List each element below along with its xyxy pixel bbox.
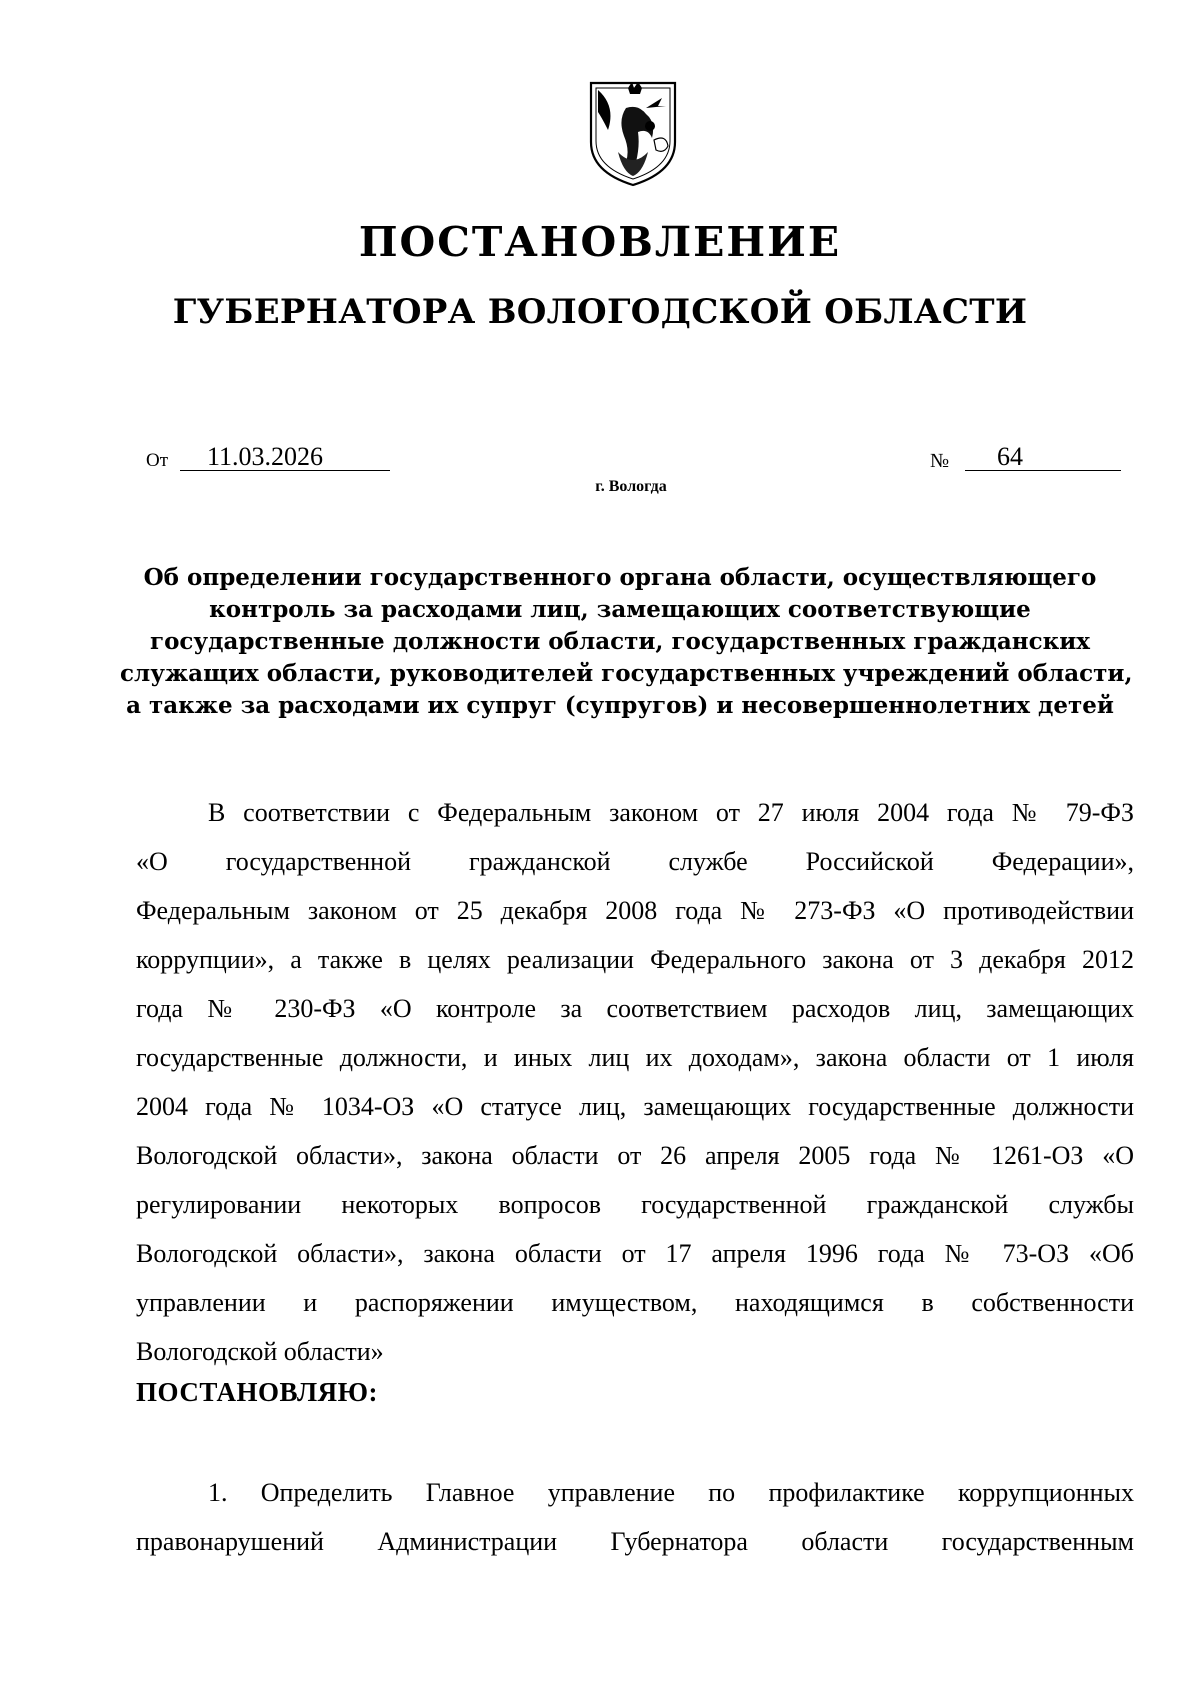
preamble-line: регулировании некоторых вопросов государственной гражданской службы (136, 1190, 1134, 1219)
preamble-line: В соответствии с Федеральным законом от 27 июля 2004 года № 79-ФЗ (208, 798, 1134, 827)
date-label: От (146, 450, 169, 471)
preamble-line: управлении и распоряжении имуществом, находящимся в собственности (136, 1288, 1134, 1317)
item-line: 1. Определить Главное управление по профилактике коррупционных (208, 1478, 1134, 1507)
preamble-line: «О государственной гражданской службе Российской Федерации», (136, 847, 1134, 876)
subject-line: служащих области, руководителей государственных учреждений области, (120, 660, 1133, 687)
city-label: г. Вологда (595, 478, 667, 495)
preamble-line: Федеральным законом от 25 декабря 2008 года № 273-ФЗ «О противодействии (136, 896, 1134, 925)
vologda-coat-of-arms-icon (588, 80, 678, 188)
item-1-paragraph (136, 1468, 1134, 1566)
subject-line: а также за расходами их супруг (супругов) и несовершеннолетних детей (126, 692, 1114, 719)
preamble-line: года № 230-ФЗ «О контроле за соответствием расходов лиц, замещающих (136, 994, 1134, 1023)
item-line: правонарушений Администрации Губернатора области государственным (136, 1527, 1134, 1556)
preamble-line: коррупции», а также в целях реализации Федерального закона от 3 декабря 2012 (136, 945, 1134, 974)
document-date: 11.03.2026 (206, 442, 324, 471)
preamble-line: 2004 года № 1034-ОЗ «О статусе лиц, замещающих государственные должности (136, 1092, 1134, 1121)
preamble-paragraph (136, 788, 1134, 1376)
preamble-line: Вологодской области» (136, 1337, 384, 1366)
document-number: 64 (997, 442, 1023, 471)
subject-line: Об определении государственного органа области, осуществляющего (143, 564, 1097, 591)
preamble-line: государственные должности, и иных лиц их доходам», закона области от 1 июля (136, 1043, 1134, 1072)
number-label: № (930, 450, 950, 472)
document-title: ПОСТАНОВЛЕНИЕ (358, 218, 842, 266)
document-subtitle: ГУБЕРНАТОРА ВОЛОГОДСКОЙ ОБЛАСТИ (172, 292, 1028, 332)
document-subject (120, 562, 1133, 722)
preamble-line: Вологодской области», закона области от 26 апреля 2005 года № 1261-ОЗ «О (136, 1141, 1134, 1170)
preamble-line: Вологодской области», закона области от 17 апреля 1996 года № 73-ОЗ «Об (136, 1239, 1134, 1268)
subject-line: государственные должности области, государственных гражданских (149, 628, 1090, 655)
subject-line: контроль за расходами лиц, замещающих соответствующие (209, 596, 1031, 623)
decree-heading: ПОСТАНОВЛЯЮ: (136, 1377, 378, 1407)
